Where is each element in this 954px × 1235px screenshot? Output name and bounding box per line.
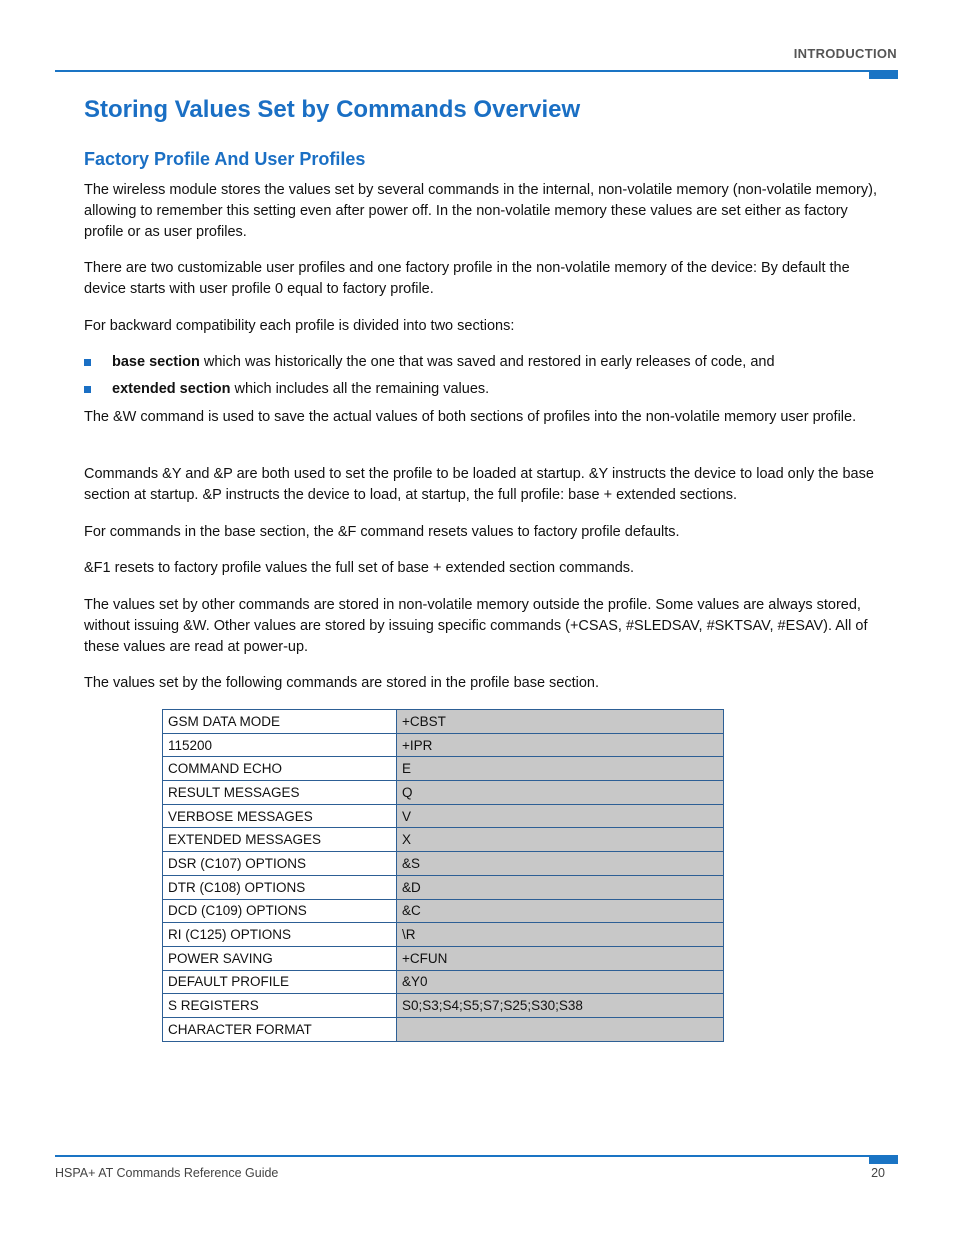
section-label: INTRODUCTION — [793, 46, 897, 61]
command-cell: S0;S3;S4;S5;S7;S25;S30;S38 — [397, 994, 724, 1018]
command-cell: &Y0 — [397, 971, 724, 995]
paragraph: The &W command is used to save the actual values of both sections of profiles into the non-volatile memory user profile. — [84, 409, 857, 425]
profile-base-section-table — [162, 709, 724, 1042]
command-cell: V — [397, 805, 724, 829]
command-cell: X — [397, 828, 724, 852]
command-cell: +CBST — [397, 710, 724, 734]
command-cell: Q — [397, 781, 724, 805]
setting-cell: COMMAND ECHO — [163, 757, 397, 781]
command-cell: +CFUN — [397, 947, 724, 971]
setting-cell: 115200 — [163, 734, 397, 758]
setting-cell: EXTENDED MESSAGES — [163, 828, 397, 852]
table-row — [163, 923, 724, 947]
list-item-text: base section which was historically the one that was saved and restored in early releases of code, and — [112, 354, 775, 370]
page-number: 20 — [871, 1166, 885, 1180]
table-row — [163, 947, 724, 971]
paragraph: For backward compatibility each profile is divided into two sections: — [84, 318, 515, 334]
setting-cell: RESULT MESSAGES — [163, 781, 397, 805]
setting-cell: DCD (C109) OPTIONS — [163, 900, 397, 924]
header-rule — [55, 70, 898, 72]
paragraph: The wireless module stores the values set by several commands in the internal, non-volatile memory (non-volatile memory), allowing to remember this setting even after power off. In the non-volatile memory these values are set either as factory profile or as user profiles. — [84, 182, 877, 240]
command-cell — [397, 1018, 724, 1042]
paragraph: There are two customizable user profiles and one factory profile in the non-volatile memory of the device: By default the device starts with user profile 0 equal to factory profile. — [84, 260, 850, 297]
setting-cell: DTR (C108) OPTIONS — [163, 876, 397, 900]
table-row — [163, 900, 724, 924]
setting-cell: CHARACTER FORMAT — [163, 1018, 397, 1042]
table-row — [163, 1018, 724, 1042]
paragraph: For commands in the base section, the &F command resets values to factory profile defaults. — [84, 524, 680, 540]
setting-cell: DEFAULT PROFILE — [163, 971, 397, 995]
page-title: Storing Values Set by Commands Overview — [84, 96, 581, 123]
setting-cell: VERBOSE MESSAGES — [163, 805, 397, 829]
section-subtitle: Factory Profile And User Profiles — [84, 149, 366, 169]
table-row — [163, 994, 724, 1018]
table-row — [163, 757, 724, 781]
table-row — [163, 876, 724, 900]
setting-cell: DSR (C107) OPTIONS — [163, 852, 397, 876]
header-accent-block — [869, 70, 898, 79]
setting-cell: POWER SAVING — [163, 947, 397, 971]
list-item-text: extended section which includes all the remaining values. — [112, 381, 490, 397]
setting-cell: S REGISTERS — [163, 994, 397, 1018]
table-row — [163, 734, 724, 758]
command-cell: &D — [397, 876, 724, 900]
command-cell: E — [397, 757, 724, 781]
table-row — [163, 828, 724, 852]
table-row — [163, 710, 724, 734]
setting-cell: GSM DATA MODE — [163, 710, 397, 734]
command-cell: &C — [397, 900, 724, 924]
table-row — [163, 852, 724, 876]
footer-accent-block — [869, 1155, 898, 1164]
paragraph: The values set by the following commands are stored in the profile base section. — [84, 675, 600, 691]
table-row — [163, 971, 724, 995]
command-cell: \R — [397, 923, 724, 947]
bullet-square-icon — [84, 386, 91, 393]
table-row — [163, 781, 724, 805]
command-cell: &S — [397, 852, 724, 876]
paragraph: &F1 resets to factory profile values the full set of base + extended section commands. — [84, 560, 635, 576]
command-cell: +IPR — [397, 734, 724, 758]
setting-cell: RI (C125) OPTIONS — [163, 923, 397, 947]
footer-rule — [55, 1155, 898, 1157]
paragraph: Commands &Y and &P are both used to set the profile to be loaded at startup. &Y instructs the device to load only the base section at startup. &P instructs the device to load, at startup, the full profile: base + extended sections. — [84, 466, 874, 503]
paragraph: The values set by other commands are stored in non-volatile memory outside the profile. Some values are always stored, without issuing &W. Other values are stored by issuing specific commands (+CSAS, #SLEDSAV, #SKTSAV, #ESAV). All of these values are read at power-up. — [84, 597, 868, 655]
footer-doc-title: HSPA+ AT Commands Reference Guide — [55, 1166, 279, 1180]
table-row — [163, 805, 724, 829]
bullet-square-icon — [84, 359, 91, 366]
